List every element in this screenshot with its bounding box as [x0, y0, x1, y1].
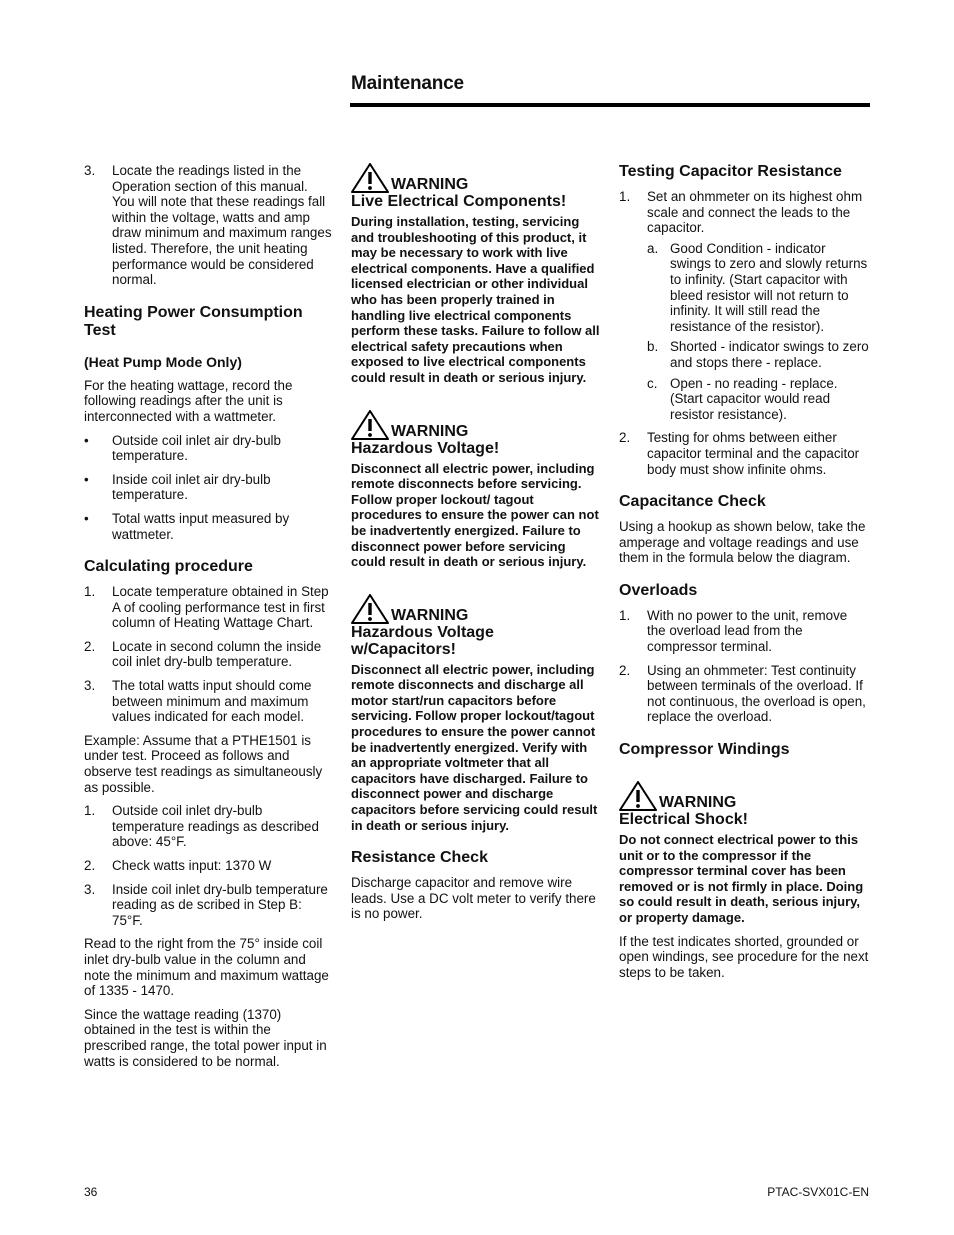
warning-body: During installation, testing, servicing and troubleshooting of this product, it may be necessary to work with live electrical components. Have a qualified licensed electrician or other individual who has been properly trained in handling live electrical components perform these tasks. Failure to follow all electrical safety precautions when exposed to live electrical components could result in death or serious injury.	[351, 214, 600, 385]
bullet-item	[84, 472, 332, 503]
title-rule	[350, 103, 870, 107]
list-item	[84, 803, 332, 850]
warning-body: Do not connect electrical power to this unit or to the compressor if the compressor terminal cover has been removed or is not firmly in place. Doing so could result in death, serious injury, or property damage.	[619, 832, 864, 925]
item-text: Check watts input: 1370 W	[112, 858, 272, 873]
item-text: Locate temperature obtained in Step A of cooling performance test in first column of Heating Wattage Chart.	[112, 584, 329, 631]
heading-calculating: Calculating procedure	[84, 558, 253, 576]
list-item	[84, 163, 332, 288]
item-text: Good Condition - indicator swings to zero and slowly returns to infinity. (Start capacitor with bleed resistor will not return to infinity. It will still read the resistance of the resistor).	[670, 240, 868, 334]
item-text: Outside coil inlet dry-bulb temperature readings as described above: 45°F.	[112, 803, 319, 850]
warning-electrical-shock	[619, 781, 869, 926]
warning-live-electrical	[351, 163, 601, 386]
heading-overloads: Overloads	[619, 581, 698, 599]
warning-header	[351, 594, 601, 624]
warning-header	[619, 781, 869, 811]
item-number: 3.	[84, 678, 96, 694]
item-letter: b.	[647, 339, 659, 355]
bullet-mark: •	[84, 471, 89, 487]
list-item	[619, 608, 869, 655]
list-item	[84, 678, 332, 725]
item-text: Open - no reading - replace. (Start capacitor would read resistor resistance).	[670, 375, 838, 422]
item-text: With no power to the unit, remove the overload lead from the compressor terminal.	[647, 607, 848, 655]
heading-testing-capacitor: Testing Capacitor Resistance	[619, 163, 842, 180]
list-item	[619, 189, 869, 236]
paragraph-resistance: Discharge capacitor and remove wire leads. Use a DC volt meter to verify there is no power.	[351, 875, 596, 922]
heading-heat-pump-mode: (Heat Pump Mode Only)	[84, 353, 242, 370]
heading-capacitance-check: Capacitance Check	[619, 493, 766, 511]
heading-heating-power: Heating Power Consumption Test	[84, 303, 303, 339]
page-title: Maintenance	[351, 73, 464, 94]
page-number: 36	[84, 1185, 98, 1199]
sub-list-item	[619, 339, 869, 370]
warning-title: Electrical Shock!	[619, 811, 748, 829]
item-number: 3.	[84, 163, 96, 178]
bullet-text: Outside coil inlet air dry-bulb temperature.	[112, 432, 281, 464]
warning-header	[351, 410, 601, 440]
sub-list-item	[619, 241, 869, 335]
paragraph-read: Read to the right from the 75° inside coil inlet dry-bulb value in the column and note the minimum and maximum wattage of 1335 - 1470.	[84, 936, 329, 999]
item-letter: c.	[647, 375, 658, 391]
warning-body: Disconnect all electric power, including remote disconnects before servicing. Follow proper lockout/ tagout procedures to ensure the power can not be inadvertently energized. Failure to disconnect power before servicing could result in death or serious injury.	[351, 460, 599, 570]
column-left	[84, 163, 332, 1077]
item-text: Locate in second column the inside coil inlet dry-bulb temperature.	[112, 638, 322, 670]
warning-label: WARNING	[659, 794, 737, 812]
item-number: 2.	[619, 430, 631, 446]
list-item	[84, 639, 332, 670]
warning-hazardous-voltage	[351, 410, 601, 570]
column-right	[619, 163, 869, 988]
item-text: The total watts input should come between minimum and maximum values indicated for each model.	[112, 678, 312, 725]
item-number: 1.	[84, 803, 96, 819]
item-text: Testing for ohms between either capacitor terminal and the capacitor body must show infinite ohms.	[647, 430, 860, 477]
bullet-mark: •	[84, 432, 89, 448]
item-text: Locate the readings listed in the Operation section of this manual. You will note that these readings fall within the voltage, watts and amp draw minimum and maximum ranges listed. Therefore, the unit heating performance would be considered normal.	[112, 163, 332, 288]
item-number: 1.	[619, 607, 631, 623]
item-text: Using an ohmmeter: Test continuity between terminals of the overload. If not continuous, the overload is open, replace the overload.	[647, 662, 866, 725]
warning-label: WARNING	[391, 422, 469, 440]
warning-body: Disconnect all electric power, including remote disconnects and discharge all motor start/run capacitors before servicing. Follow proper lockout/tagout procedures to ensure the power cannot be inadvertently energized. Verify with an appropriate voltmeter that all capacitors have discharged. Failure to disconnect power and discharge capacitors before servicing could result in death or serious injury.	[351, 661, 598, 833]
document-code: PTAC-SVX01C-EN	[767, 1185, 869, 1199]
warning-triangle-icon	[351, 410, 389, 440]
paragraph-capacitance: Using a hookup as shown below, take the amperage and voltage readings and use them in the formula below the diagram.	[619, 519, 866, 566]
column-middle	[351, 163, 601, 930]
warning-hazardous-voltage-capacitors	[351, 594, 601, 834]
warning-label: WARNING	[391, 176, 469, 193]
bullet-text: Inside coil inlet air dry-bulb temperature.	[112, 471, 271, 503]
bullet-text: Total watts input measured by wattmeter.	[112, 510, 290, 542]
warning-triangle-icon	[619, 781, 657, 811]
warning-triangle-icon	[351, 594, 389, 624]
bullet-item	[84, 433, 332, 464]
warning-title: Live Electrical Components!	[351, 193, 567, 210]
list-item	[619, 663, 869, 725]
warning-title: Hazardous Voltage w/Capacitors!	[351, 623, 494, 658]
item-text: Inside coil inlet dry-bulb temperature reading as de scribed in Step B: 75°F.	[112, 881, 328, 928]
item-text: Shorted - indicator swings to zero and stops there - replace.	[670, 339, 869, 370]
heading-resistance-check: Resistance Check	[351, 849, 488, 867]
item-letter: a.	[647, 240, 659, 256]
item-number: 2.	[619, 662, 631, 678]
warning-title: Hazardous Voltage!	[351, 439, 500, 457]
list-item	[84, 882, 332, 929]
item-number: 1.	[619, 189, 631, 204]
bullet-item	[84, 511, 332, 542]
paragraph-heating: For the heating wattage, record the following readings after the unit is interconnected with a wattmeter.	[84, 377, 293, 424]
paragraph-example: Example: Assume that a PTHE1501 is under test. Proceed as follows and observe test readings as simultaneously as possible.	[84, 732, 323, 795]
item-number: 2.	[84, 638, 96, 654]
warning-label: WARNING	[391, 606, 469, 624]
paragraph-final: If the test indicates shorted, grounded or open windings, see procedure for the next steps to be taken.	[619, 933, 869, 980]
list-item	[84, 858, 332, 874]
paragraph-since: Since the wattage reading (1370) obtained in the test is within the prescribed range, the total power input in watts is considered to be normal.	[84, 1006, 327, 1069]
bullet-mark: •	[84, 510, 89, 526]
item-text: Set an ohmmeter on its highest ohm scale and connect the leads to the capacitor.	[647, 189, 863, 236]
warning-header	[351, 163, 601, 193]
heading-compressor-windings: Compressor Windings	[619, 741, 790, 759]
item-number: 3.	[84, 881, 96, 897]
list-item	[84, 584, 332, 631]
item-number: 2.	[84, 858, 96, 873]
list-item	[619, 430, 869, 477]
item-number: 1.	[84, 584, 96, 600]
warning-triangle-icon	[351, 163, 389, 193]
sub-list-item	[619, 376, 869, 423]
